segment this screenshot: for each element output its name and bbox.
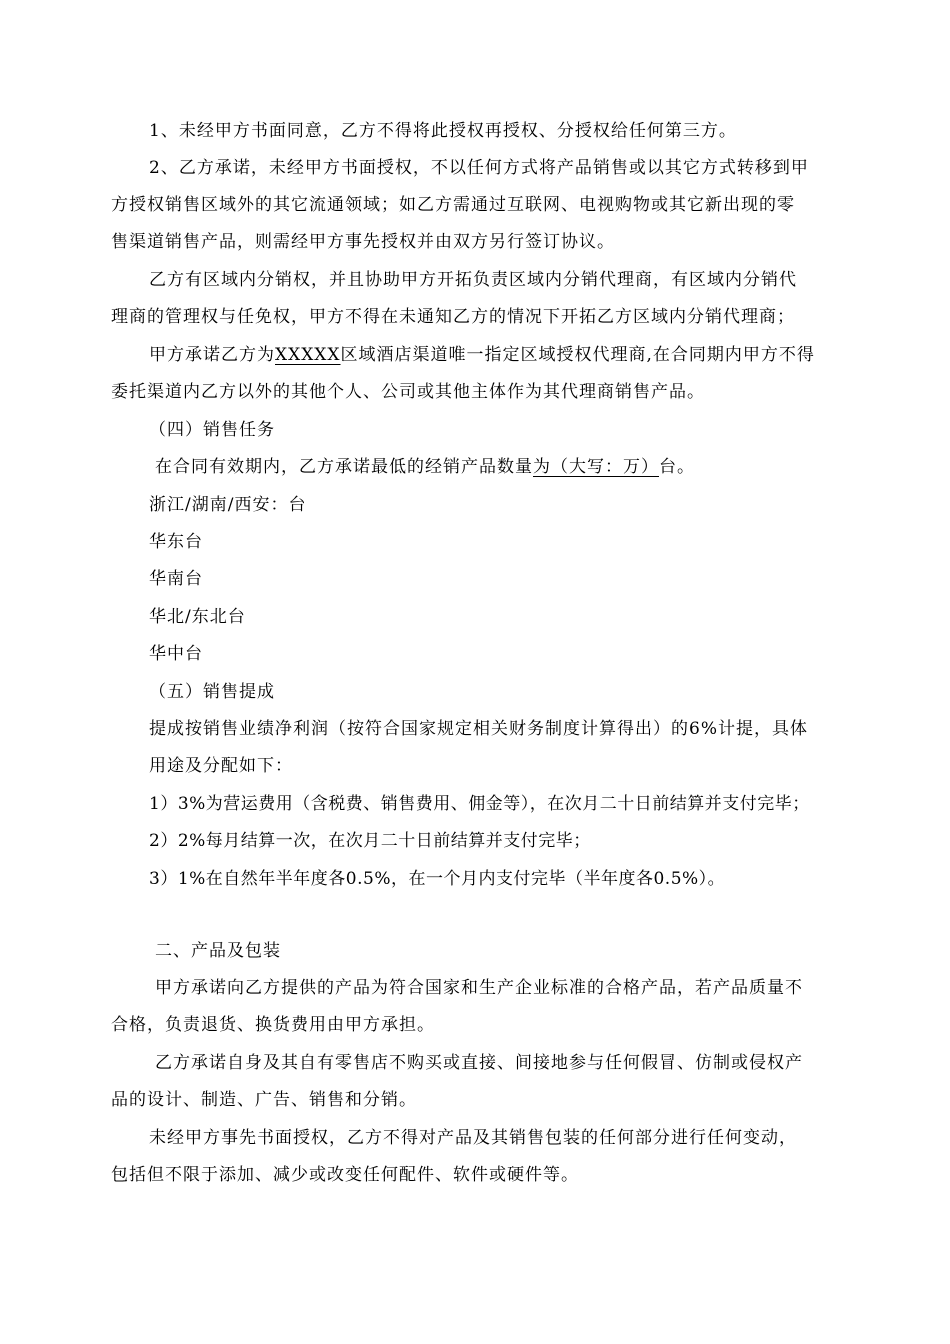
commission-item-2: 2）2%每月结算一次，在次月二十日前结算并支付完毕； [149, 831, 591, 851]
region-blank: XXXXX [275, 345, 341, 365]
distribution-para-line-1: 乙方有区域内分销权，并且协助甲方开拓负责区域内分销代理商，有区域内分销代 [149, 270, 797, 290]
region-quota-4: 华北/东北台 [149, 607, 246, 627]
heading-product-packaging: 二、产品及包装 [155, 941, 281, 961]
commission-para-line-1: 提成按销售业绩净利润（按符合国家规定相关财务制度计算得出）的6%计提，具体 [149, 719, 808, 739]
anti-counterfeit-para-line-1: 乙方承诺自身及其自有零售店不购买或直接、间接地参与任何假冒、仿制或侵权产 [155, 1053, 803, 1073]
exclusive-post: 区域酒店渠道唯一指定区域授权代理商,在合同期内甲方不得 [340, 345, 815, 365]
heading-commission: （五）销售提成 [149, 682, 275, 702]
quantity-blank: 为（大写：万） [533, 457, 659, 477]
heading-sales-task: （四）销售任务 [149, 420, 275, 440]
clause-1: 1、未经甲方书面同意，乙方不得将此授权再授权、分授权给任何第三方。 [149, 121, 737, 141]
clause-2-line-1: 2、乙方承诺，未经甲方书面授权，不以任何方式将产品销售或以其它方式转移到甲 [149, 158, 809, 178]
distribution-para-line-2: 理商的管理权与任免权，甲方不得在未通知乙方的情况下开拓乙方区域内分销代理商； [111, 307, 795, 327]
commission-para-line-2: 用途及分配如下： [149, 756, 293, 776]
quality-para-line-1: 甲方承诺向乙方提供的产品为符合国家和生产企业标准的合格产品，若产品质量不 [155, 978, 803, 998]
packaging-para-line-2: 包括但不限于添加、减少或改变任何配件、软件或硬件等。 [111, 1165, 579, 1185]
packaging-para-line-1: 未经甲方事先书面授权，乙方不得对产品及其销售包装的任何部分进行任何变动， [149, 1128, 797, 1148]
clause-2-line-2: 方授权销售区域外的其它流通领域；如乙方需通过互联网、电视购物或其它新出现的零 [111, 195, 795, 215]
commission-item-1: 1）3%为营运费用（含税费、销售费用、佣金等），在次月二十日前结算并支付完毕； [149, 794, 810, 814]
region-quota-1: 浙江/湖南/西安：台 [149, 495, 307, 515]
clause-2-line-3: 售渠道销售产品，则需经甲方事先授权并由双方另行签订协议。 [111, 232, 615, 252]
exclusive-agent-para-line-1 [149, 343, 815, 367]
sales-task-pre: 在合同有效期内，乙方承诺最低的经销产品数量 [155, 457, 533, 477]
anti-counterfeit-para-line-2: 品的设计、制造、广告、销售和分销。 [111, 1090, 417, 1110]
commission-item-3: 3）1%在自然年半年度各0.5%，在一个月内支付完毕（半年度各0.5%）。 [149, 869, 726, 889]
region-quota-2: 华东台 [149, 532, 203, 552]
sales-task-para [155, 455, 695, 479]
exclusive-pre: 甲方承诺乙方为 [149, 345, 275, 365]
exclusive-agent-para-line-2: 委托渠道内乙方以外的其他个人、公司或其他主体作为其代理商销售产品。 [111, 382, 705, 402]
region-quota-5: 华中台 [149, 644, 203, 664]
sales-task-post: 台。 [659, 457, 695, 477]
region-quota-3: 华南台 [149, 569, 203, 589]
quality-para-line-2: 合格，负责退货、换货费用由甲方承担。 [111, 1015, 435, 1035]
